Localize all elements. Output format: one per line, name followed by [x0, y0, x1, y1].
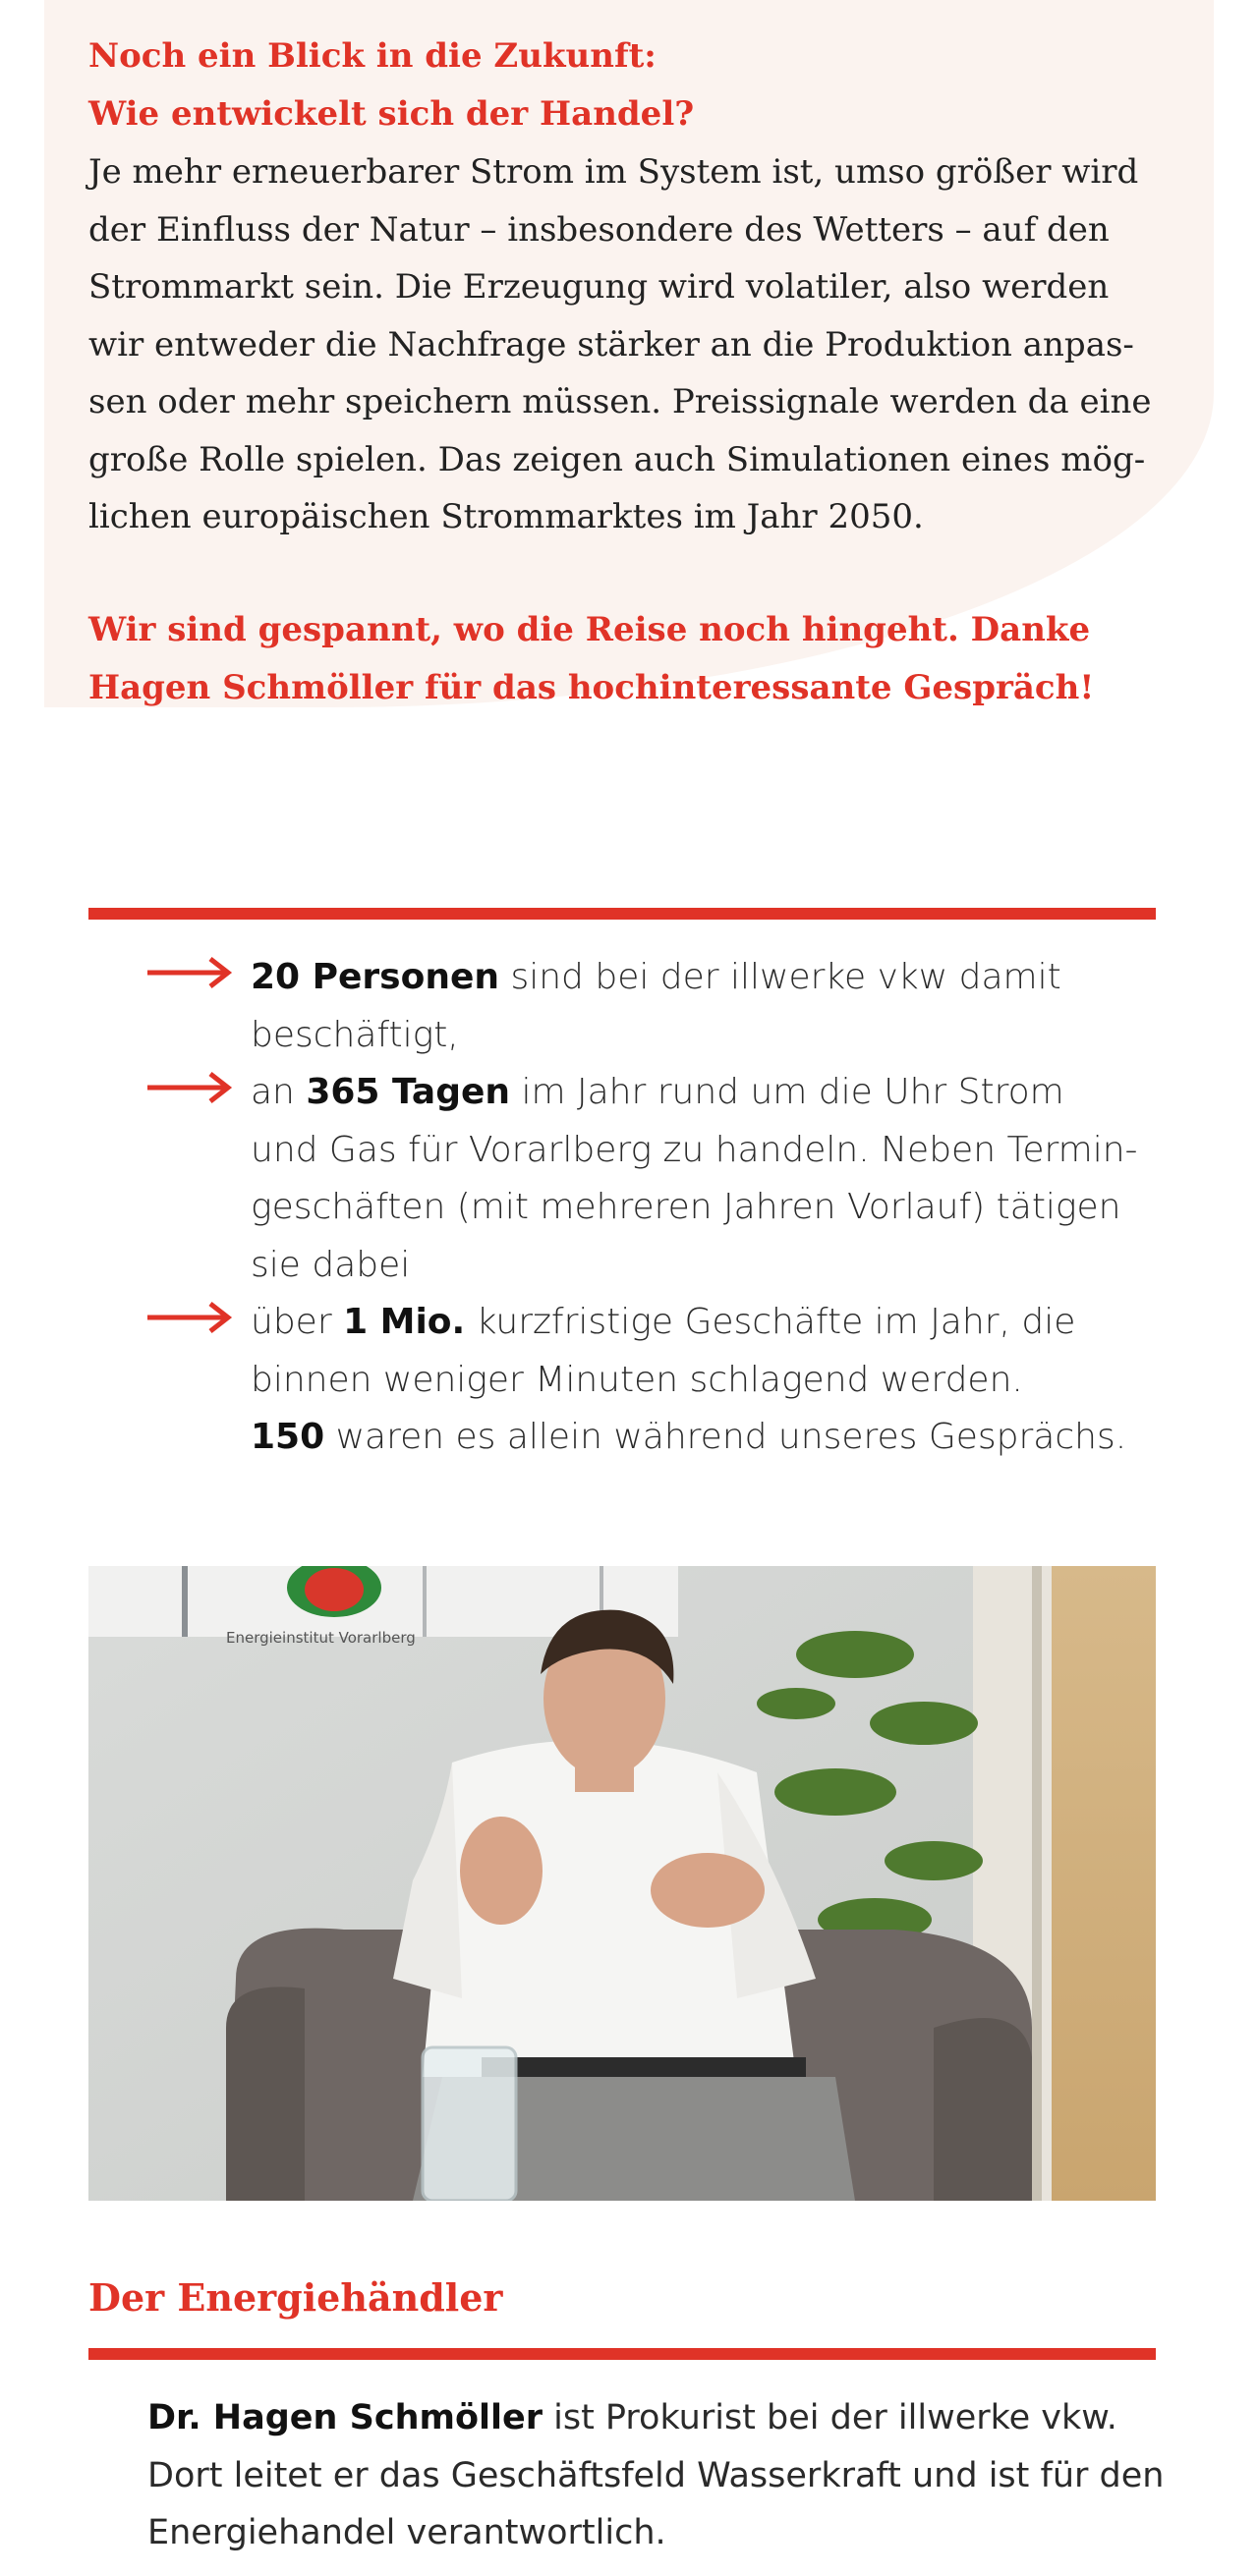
bio-divider	[88, 2348, 1156, 2360]
fact-text: sind bei der illwerke vkw damit	[499, 957, 1061, 997]
fact-text: sie dabei	[251, 1244, 411, 1285]
fact-text: an	[251, 1072, 307, 1112]
article-heading	[88, 28, 1179, 143]
closing-line-2: Hagen Schmöller für das hochinteressante Gespräch!	[88, 667, 1095, 707]
fact-highlight: 150	[251, 1417, 325, 1457]
fact-text: geschäften (mit mehreren Jahren Vorlauf) tätigen	[251, 1187, 1121, 1227]
closing-paragraph	[88, 601, 1179, 716]
photo-illustration	[88, 1566, 1156, 2201]
fact-text	[251, 1409, 1194, 1467]
bio-line	[147, 2389, 1189, 2447]
heading-line-1: Noch ein Blick in die Zukunft:	[88, 36, 657, 76]
arrow-right-icon	[145, 953, 234, 992]
arrow-right-icon	[145, 1298, 234, 1337]
arrow-right-icon	[145, 1068, 234, 1107]
fact-highlight: 365 Tagen	[306, 1072, 511, 1112]
interview-photo	[88, 1566, 1156, 2201]
fact-text: beschäftigt,	[251, 1014, 459, 1055]
fact-text: über	[251, 1302, 344, 1342]
intro-line: der Einfluss der Natur – insbesondere des Wetters – auf den	[88, 209, 1110, 250]
facts-divider	[88, 908, 1156, 920]
fact-text: und Gas für Vorarlberg zu handeln. Neben Termin-	[251, 1129, 1138, 1170]
fact-item-1	[251, 949, 1194, 1007]
intro-paragraph	[88, 143, 1179, 546]
closing-line-1: Wir sind gespannt, wo die Reise noch hingeht. Danke	[88, 610, 1091, 649]
person-name: Dr. Hagen Schmöller	[147, 2398, 543, 2437]
fact-item-3	[251, 1294, 1194, 1352]
sign-text: Energieinstitut Vorarlberg	[226, 1629, 416, 1647]
intro-line: lichen europäischen Strommarktes im Jahr 2050.	[88, 497, 924, 536]
intro-line: wir entweder die Nachfrage stärker an die Produktion anpas-	[88, 324, 1134, 364]
fact-text: binnen weniger Minuten schlagend werden.	[251, 1359, 1023, 1400]
fact-highlight: 20 Personen	[251, 957, 500, 997]
section-title: Der Energiehändler	[88, 2275, 503, 2320]
intro-line: Strommarkt sein. Die Erzeugung wird volatiler, also werden	[88, 267, 1110, 307]
bio-paragraph	[147, 2389, 1189, 2562]
bio-line: Energiehandel verantwortlich.	[147, 2513, 666, 2552]
bio-line: Dort leitet er das Geschäftsfeld Wasserkraft und ist für den	[147, 2455, 1165, 2495]
facts-list	[251, 949, 1194, 1467]
intro-line: Je mehr erneuerbarer Strom im System ist, umso größer wird	[88, 152, 1139, 192]
fact-text: kurzfristige Geschäfte im Jahr, die	[465, 1302, 1076, 1342]
fact-item-2	[251, 1064, 1194, 1122]
intro-line: sen oder mehr speichern müssen. Preissignale werden da eine	[88, 382, 1152, 421]
heading-line-2: Wie entwickelt sich der Handel?	[88, 94, 695, 134]
fact-text: im Jahr rund um die Uhr Strom	[510, 1072, 1064, 1112]
bio-text: ist Prokurist bei der illwerke vkw.	[543, 2398, 1117, 2437]
fact-text: waren es allein während unseres Gesprächs.	[324, 1417, 1127, 1457]
intro-line: große Rolle spielen. Das zeigen auch Simulationen eines mög-	[88, 439, 1146, 479]
fact-highlight: 1 Mio.	[343, 1302, 466, 1342]
